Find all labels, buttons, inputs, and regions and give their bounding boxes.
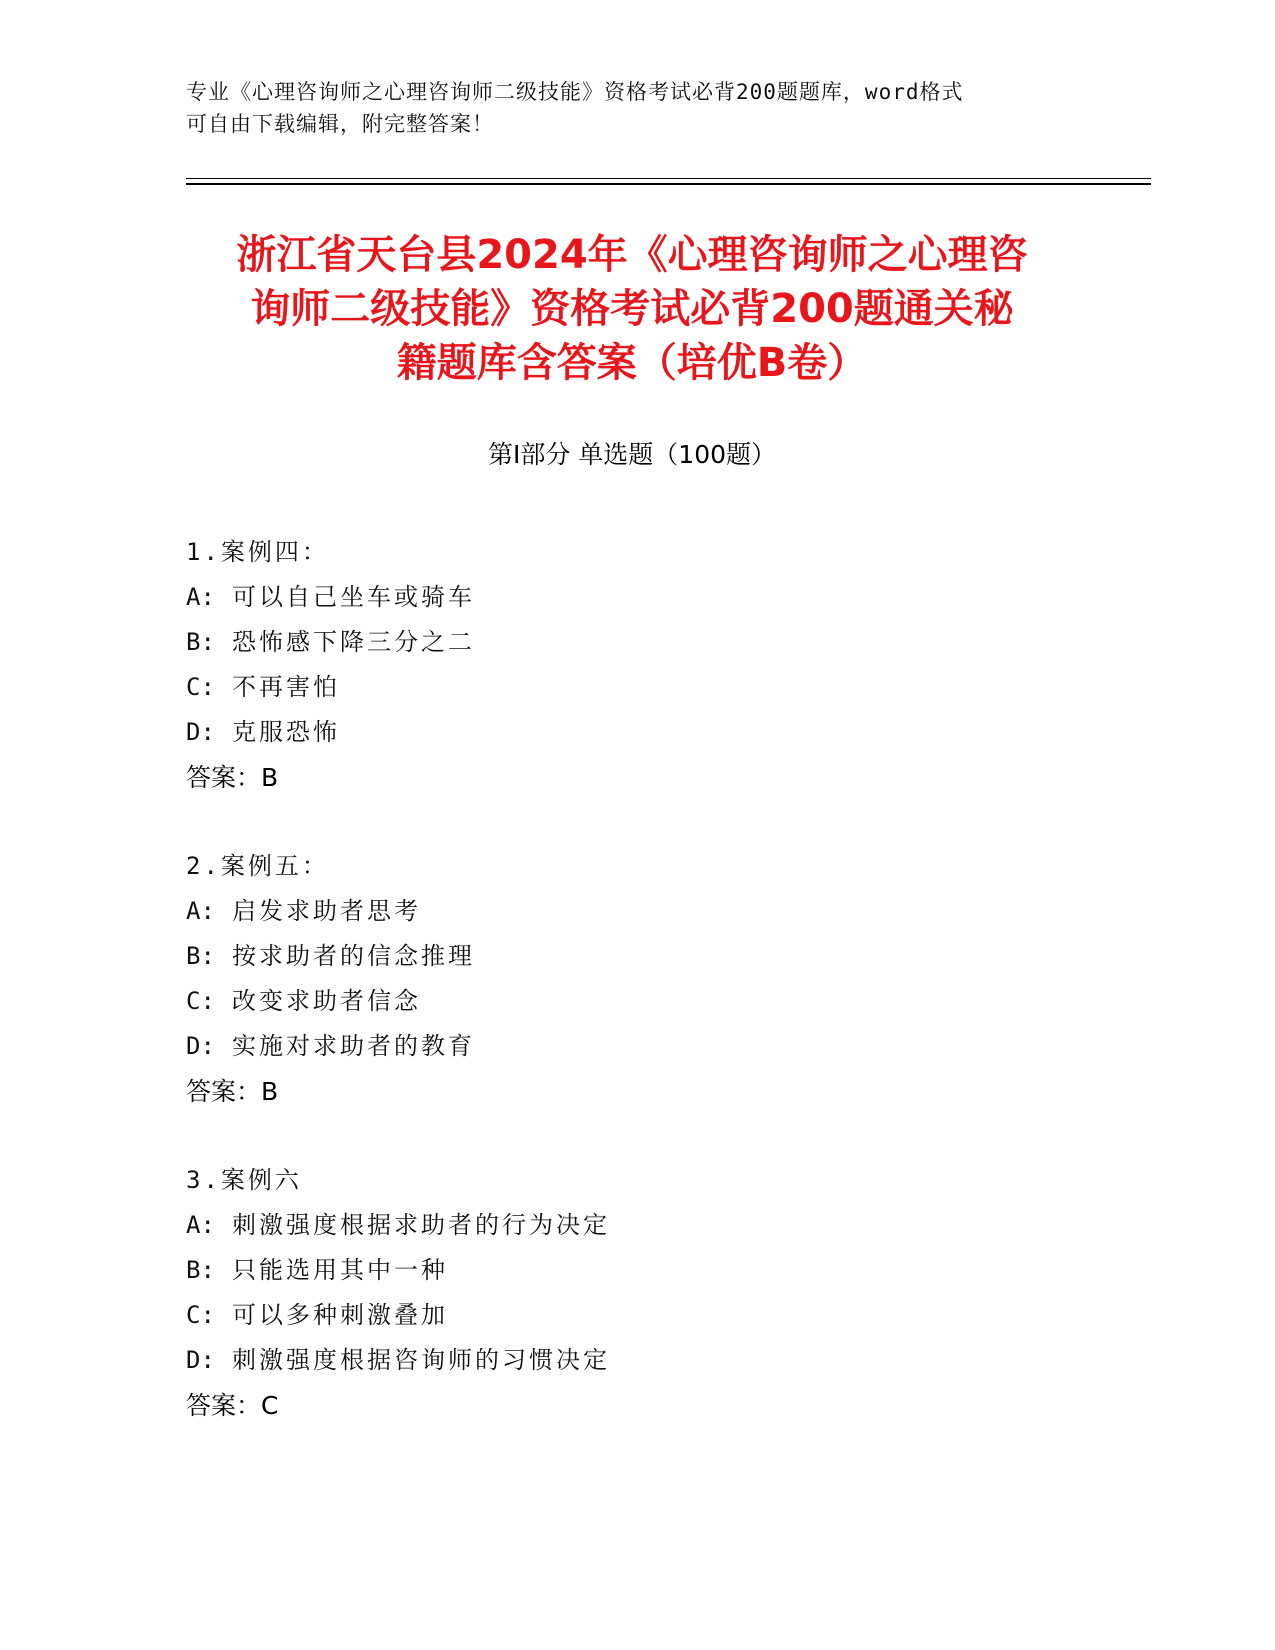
option-b xyxy=(186,934,1086,979)
option-text: 克服恐怖 xyxy=(232,718,340,746)
option-key: D: xyxy=(186,1346,215,1374)
option-text: 刺激强度根据咨询师的习惯决定 xyxy=(232,1346,610,1374)
header-divider-thick xyxy=(186,183,1151,185)
option-key: C: xyxy=(186,1301,215,1329)
option-d xyxy=(186,1338,1086,1383)
option-text: 可以自己坐车或骑车 xyxy=(232,583,475,611)
option-key: B: xyxy=(186,1256,215,1284)
option-key: D: xyxy=(186,718,215,746)
answer-line: 答案：B xyxy=(186,763,279,792)
question-stem: 2.案例五： xyxy=(186,852,329,880)
option-text: 可以多种刺激叠加 xyxy=(232,1301,448,1329)
option-text: 启发求助者思考 xyxy=(232,897,421,925)
option-text: 不再害怕 xyxy=(232,673,340,701)
answer-line: 答案：B xyxy=(186,1077,279,1106)
option-a xyxy=(186,889,1086,934)
question-item xyxy=(186,530,1086,800)
option-text: 只能选用其中一种 xyxy=(232,1256,448,1284)
header-divider-thin xyxy=(186,178,1151,179)
option-key: C: xyxy=(186,673,215,701)
question-list xyxy=(186,530,1086,1472)
option-key: B: xyxy=(186,942,215,970)
title-line-2: 询师二级技能》资格考试必背200题通关秘 xyxy=(250,286,1014,332)
title-line-3: 籍题库含答案（培优B卷） xyxy=(396,340,868,386)
section-heading: 第Ⅰ部分 单选题（100题） xyxy=(487,440,777,469)
option-d xyxy=(186,1024,1086,1069)
option-c xyxy=(186,979,1086,1024)
option-a xyxy=(186,1203,1086,1248)
header-note-line-1: 专业《心理咨询师之心理咨询师二级技能》资格考试必背200题题库，word格式 xyxy=(186,80,964,104)
document-title xyxy=(186,228,1078,390)
option-c xyxy=(186,665,1086,710)
option-b xyxy=(186,620,1086,665)
option-text: 实施对求助者的教育 xyxy=(232,1032,475,1060)
option-key: B: xyxy=(186,628,215,656)
title-line-1: 浙江省天台县2024年《心理咨询师之心理咨 xyxy=(236,232,1028,278)
option-d xyxy=(186,710,1086,755)
question-stem: 3.案例六 xyxy=(186,1166,302,1194)
option-key: D: xyxy=(186,1032,215,1060)
option-text: 刺激强度根据求助者的行为决定 xyxy=(232,1211,610,1239)
question-item xyxy=(186,844,1086,1114)
answer-line: 答案：C xyxy=(186,1391,279,1420)
option-b xyxy=(186,1248,1086,1293)
option-key: A: xyxy=(186,1211,215,1239)
option-key: A: xyxy=(186,583,215,611)
option-key: A: xyxy=(186,897,215,925)
question-stem: 1.案例四： xyxy=(186,538,329,566)
option-key: C: xyxy=(186,987,215,1015)
option-text: 改变求助者信念 xyxy=(232,987,421,1015)
option-text: 恐怖感下降三分之二 xyxy=(232,628,475,656)
option-a xyxy=(186,575,1086,620)
question-item xyxy=(186,1158,1086,1428)
header-note-line-2: 可自由下载编辑，附完整答案！ xyxy=(186,112,494,136)
option-c xyxy=(186,1293,1086,1338)
option-text: 按求助者的信念推理 xyxy=(232,942,475,970)
document-header-note xyxy=(186,76,1086,140)
